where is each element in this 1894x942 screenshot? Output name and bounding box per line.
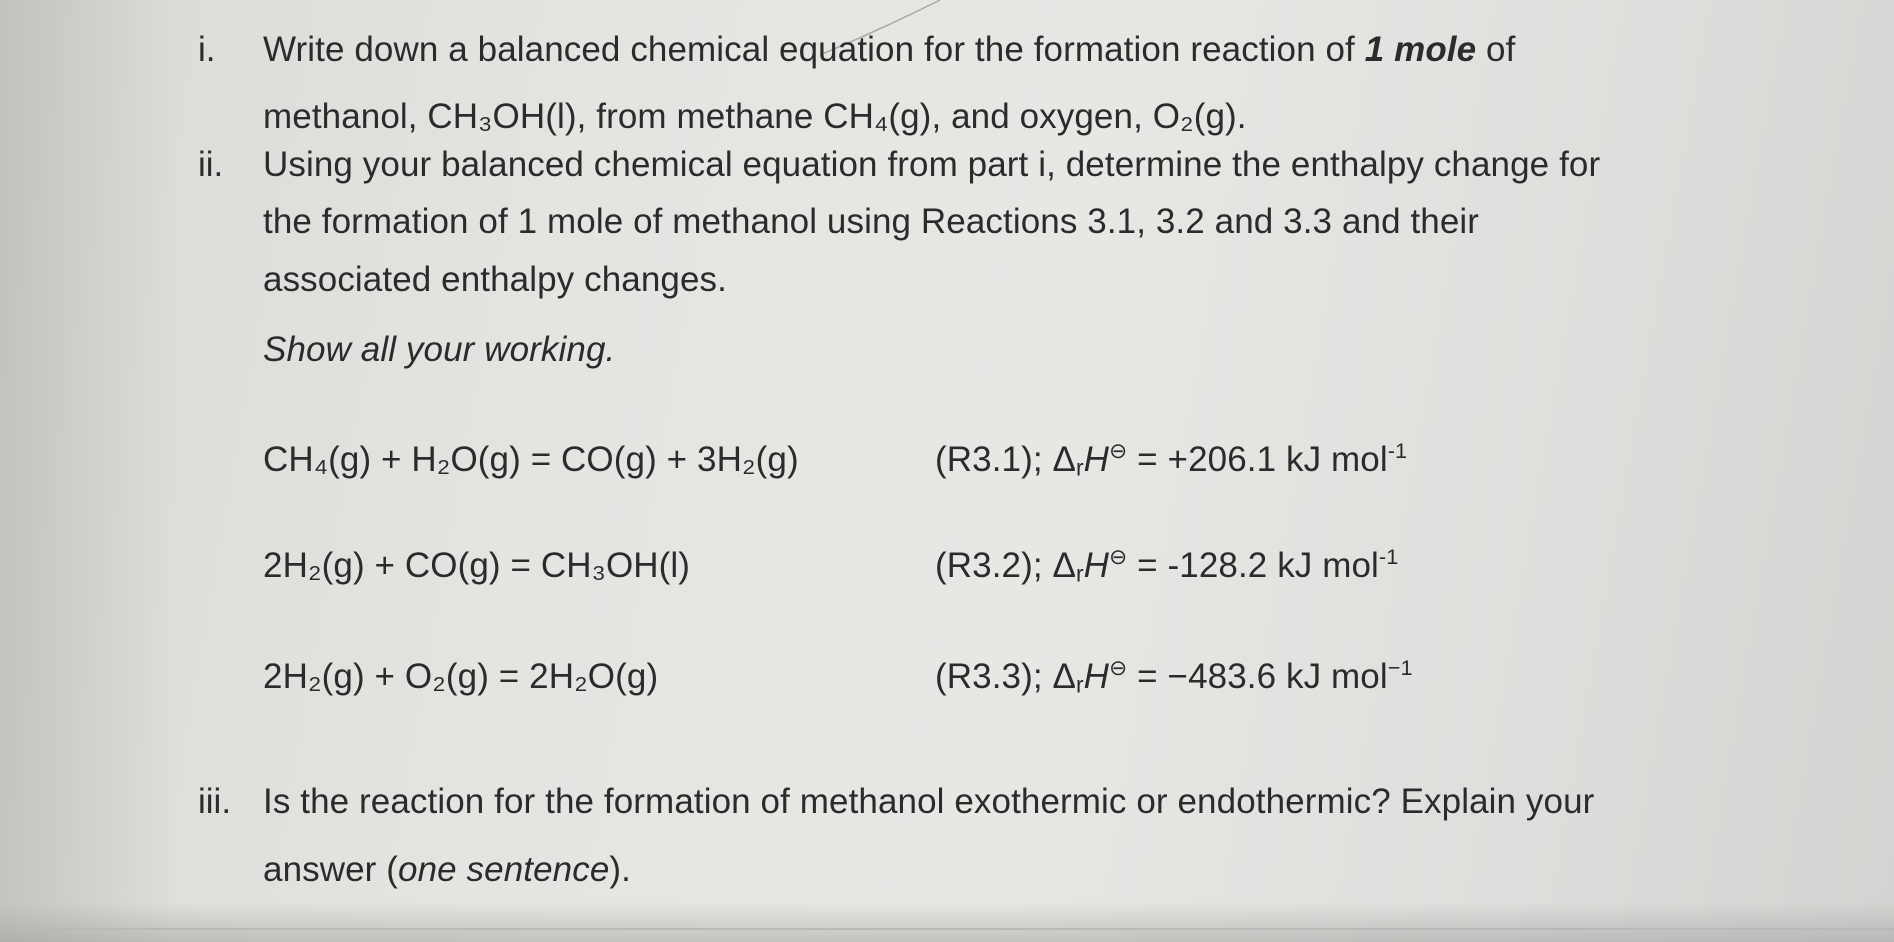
- emphasis-one-mole: 1 mole: [1364, 30, 1477, 69]
- reaction-equation: CH₄(g) + H₂O(g) = CO(g) + 3H₂(g): [263, 440, 799, 479]
- question-i-line2: methanol, CH₃OH(l), from methane CH₄(g), and oxygen, O₂(g).: [263, 97, 1247, 136]
- reaction-enthalpy: (R3.1); ΔrH⊖ = +206.1 kJ mol$^{-1}$: [935, 437, 1408, 481]
- question-ii-instruction: Show all your working.: [263, 330, 616, 369]
- page-edge: [0, 928, 1894, 930]
- page-shadow-left: [0, 0, 180, 942]
- question-i-line1: Write down a balanced chemical equation for the formation reaction of 1 mole of: [263, 30, 1516, 69]
- question-iii-line2: answer (one sentence).: [263, 850, 631, 889]
- reaction-equation: 2H₂(g) + O₂(g) = 2H₂O(g): [263, 657, 659, 696]
- reaction-enthalpy: (R3.3); ΔrH⊖ = −483.6 kJ mol$^{-1}$: [935, 654, 1413, 698]
- question-ii-line1: Using your balanced chemical equation from part i, determine the enthalpy change for: [263, 145, 1601, 184]
- page-shadow-bottom: [0, 902, 1894, 942]
- emphasis-one-sentence: one sentence: [398, 850, 610, 889]
- question-ii-line2: the formation of 1 mole of methanol using Reactions 3.1, 3.2 and 3.3 and their: [263, 202, 1480, 241]
- reaction-enthalpy: (R3.2); ΔrH⊖ = -128.2 kJ mol$^{-1}$: [935, 543, 1399, 587]
- question-iii-marker: iii.: [198, 782, 232, 821]
- reaction-equation: 2H₂(g) + CO(g) = CH₃OH(l): [263, 546, 691, 585]
- question-ii-line3: associated enthalpy changes.: [263, 260, 727, 299]
- question-iii-line1: Is the reaction for the formation of methanol exothermic or endothermic? Explain your: [263, 782, 1595, 821]
- question-i-marker: i.: [198, 30, 216, 69]
- question-ii-marker: ii.: [198, 145, 224, 184]
